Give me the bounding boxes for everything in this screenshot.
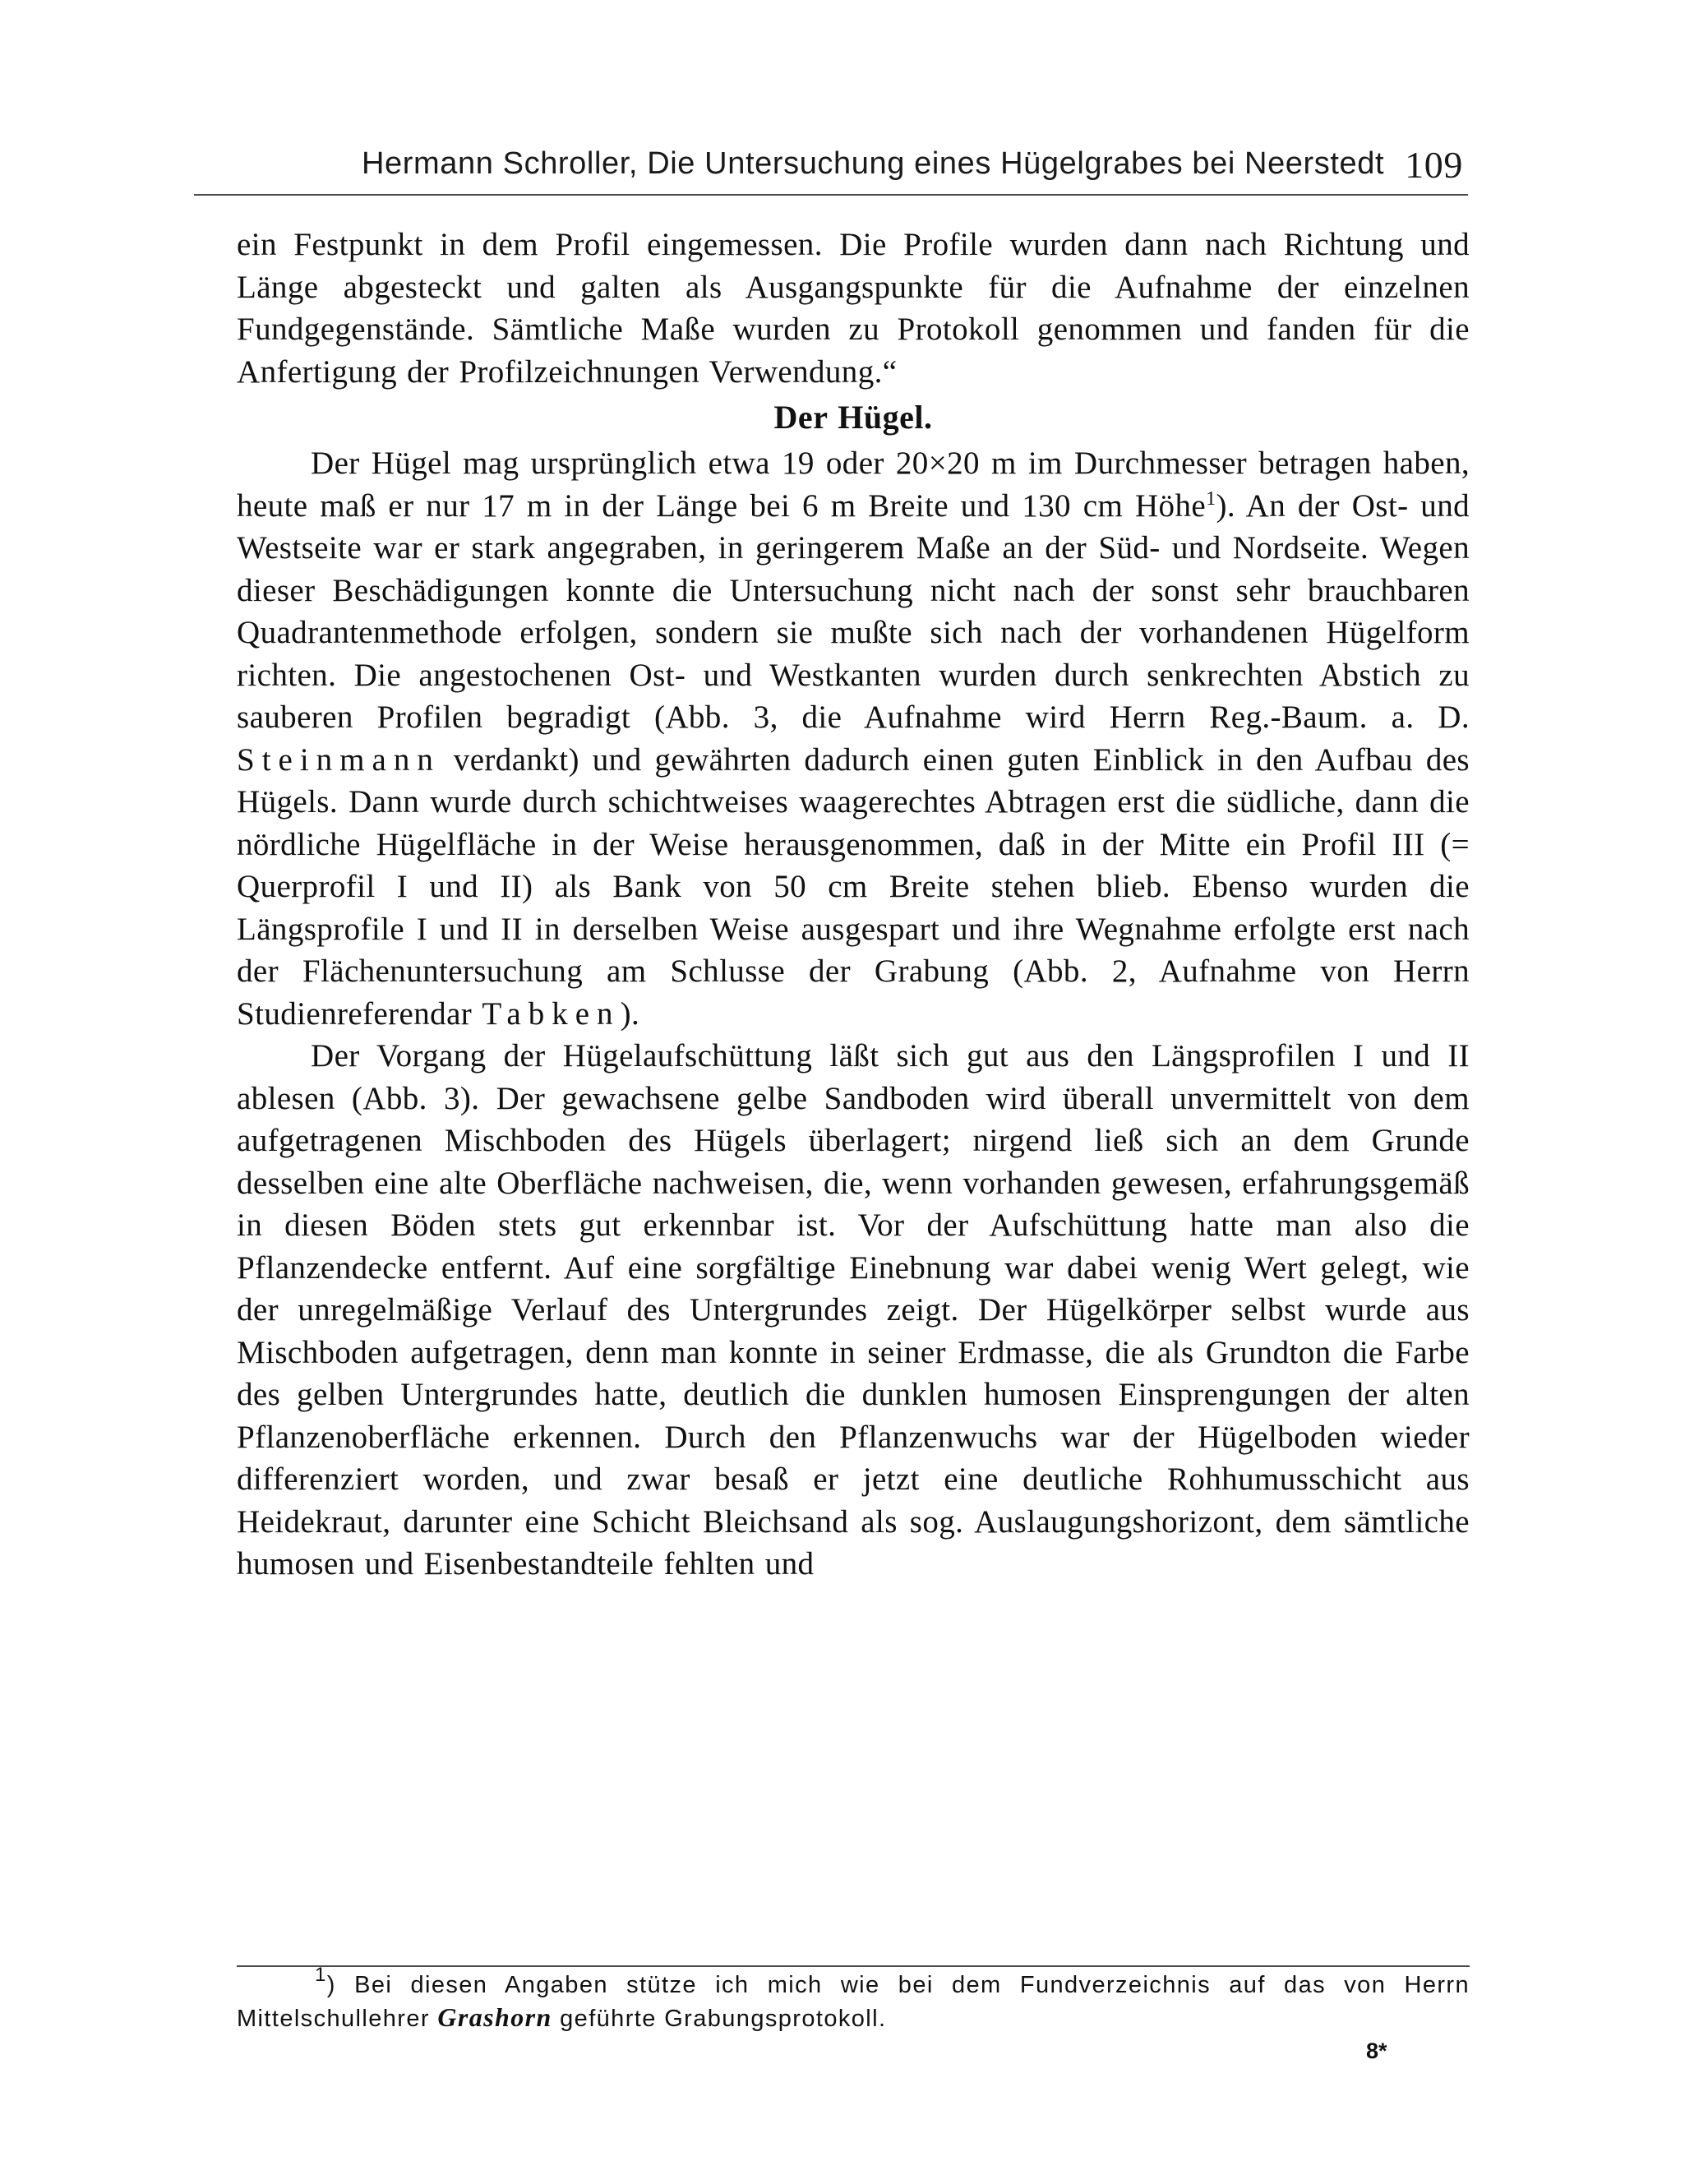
footnote-marker: 1 — [315, 1964, 327, 1986]
running-head-title: Hermann Schroller, Die Untersuchung eines Hügelgrabes bei Neerstedt — [362, 146, 1385, 181]
header-rule — [194, 194, 1468, 196]
paragraph-2-part-d: ). — [620, 995, 640, 1032]
signature-mark: 8* — [1366, 2039, 1387, 2063]
section-heading: Der Hügel. — [773, 399, 933, 436]
person-name-tabken: Tabken — [482, 995, 621, 1032]
person-name-steinmann: Steinmann — [237, 741, 441, 778]
body-text — [237, 224, 1470, 1586]
footnote-text-a: ) Bei diesen Angaben stütze ich mich wie bei dem Fundverzeichnis auf das von Herrn Mittelschullehrer — [237, 1972, 1470, 2032]
paragraph-1: ein Festpunkt in dem Profil eingemessen. Die Profile wurden dann nach Richtung und Länge abgesteckt und galten als Ausgangspunkte für die Aufnahme der einzelnen Fundgegenstände. Sämtliche Maße wurden zu Protokoll genommen und fanden für die Anfertigung der Profilzeichnungen Verwendung.“ — [237, 227, 1470, 390]
paragraph-2-part-c: verdankt) und gewährten dadurch einen guten Einblick in den Aufbau des Hügels. Dann wurde durch schichtweises waagerechtes Abtragen erst die südliche, dann die nördliche Hügelfläche in der Weise herausgenommen, daß in der Mitte ein Profil III (= Querprofil I und II) als Bank von 50 cm Breite stehen blieb. Ebenso wurden die Längsprofile I und II in derselben Weise ausgespart und ihre Wegnahme erfolgte erst nach der Flächenuntersuchung am Schlusse der Grabung (Abb. 2, Aufnahme von Herrn Studienreferendar — [237, 741, 1470, 1032]
paragraph-2 — [237, 442, 1470, 1035]
paragraph-2-part-a: Der Hügel mag ursprünglich etwa 19 oder 20×20 m im Durchmesser betragen haben, heute maß er nur 17 m in der Länge bei 6 m Breite und 130 cm Höhe — [237, 446, 1470, 524]
paragraph-3: Der Vorgang der Hügelaufschüttung läßt sich gut aus den Längsprofilen I und II ablesen (Abb. 3). Der gewachsene gelbe Sandboden wird überall unvermittelt von dem aufgetragenen Mischboden des Hügels überlagert; nirgend ließ sich an dem Grunde desselben eine alte Oberfläche nachweisen, die, wenn vorhanden gewesen, erfahrungsgemäß in diesen Böden stets gut erkennbar ist. Vor der Aufschüttung hatte man also die Pflanzendecke entfernt. Auf eine sorgfältige Einebnung war dabei wenig Wert gelegt, wie der unregelmäßige Verlauf des Untergrundes zeigt. Der Hügelkörper selbst wurde aus Mischboden aufgetragen, denn man konnte in seiner Erdmasse, die als Grundton die Farbe des gelben Untergrundes hatte, deutlich die dunklen humosen Einsprengungen der alten Pflanzenoberfläche erkennen. Durch den Pflanzenwuchs war der Hügelboden wieder differenziert worden, und zwar besaß er jetzt eine deutliche Rohhumusschicht aus Heidekraut, darunter eine Schicht Bleichsand als sog. Auslaugungshorizont, dem sämtliche humosen und Eisenbestandteile fehlten und — [237, 1038, 1470, 1581]
page-number: 109 — [1405, 144, 1463, 186]
footnote-reference: 1 — [1206, 487, 1216, 510]
paragraph-2-part-b: ). An der Ost- und Westseite war er stark angegraben, in geringerem Maße an der Süd- und Nordseite. Wegen dieser Beschädigungen konnte die Untersuchung nicht nach der sonst sehr brauchbaren Quadrantenmethode erfolgen, sondern sie mußte sich nach der vorhandenen Hügelform richten. Die angestochenen Ost- und Westkanten wurden durch senkrechten Abstich zu sauberen Profilen begradigt (Abb. 3, die Aufnahme wird Herrn Reg.-Baum. a. D. — [237, 487, 1470, 735]
footnote-name-grashorn: Grashorn — [437, 2002, 552, 2032]
footnote — [237, 1964, 1470, 2035]
footnote-text-b: geführte Grabungsprotokoll. — [560, 2006, 887, 2032]
running-head — [362, 146, 1463, 196]
footnote-rule — [237, 1965, 1470, 1967]
